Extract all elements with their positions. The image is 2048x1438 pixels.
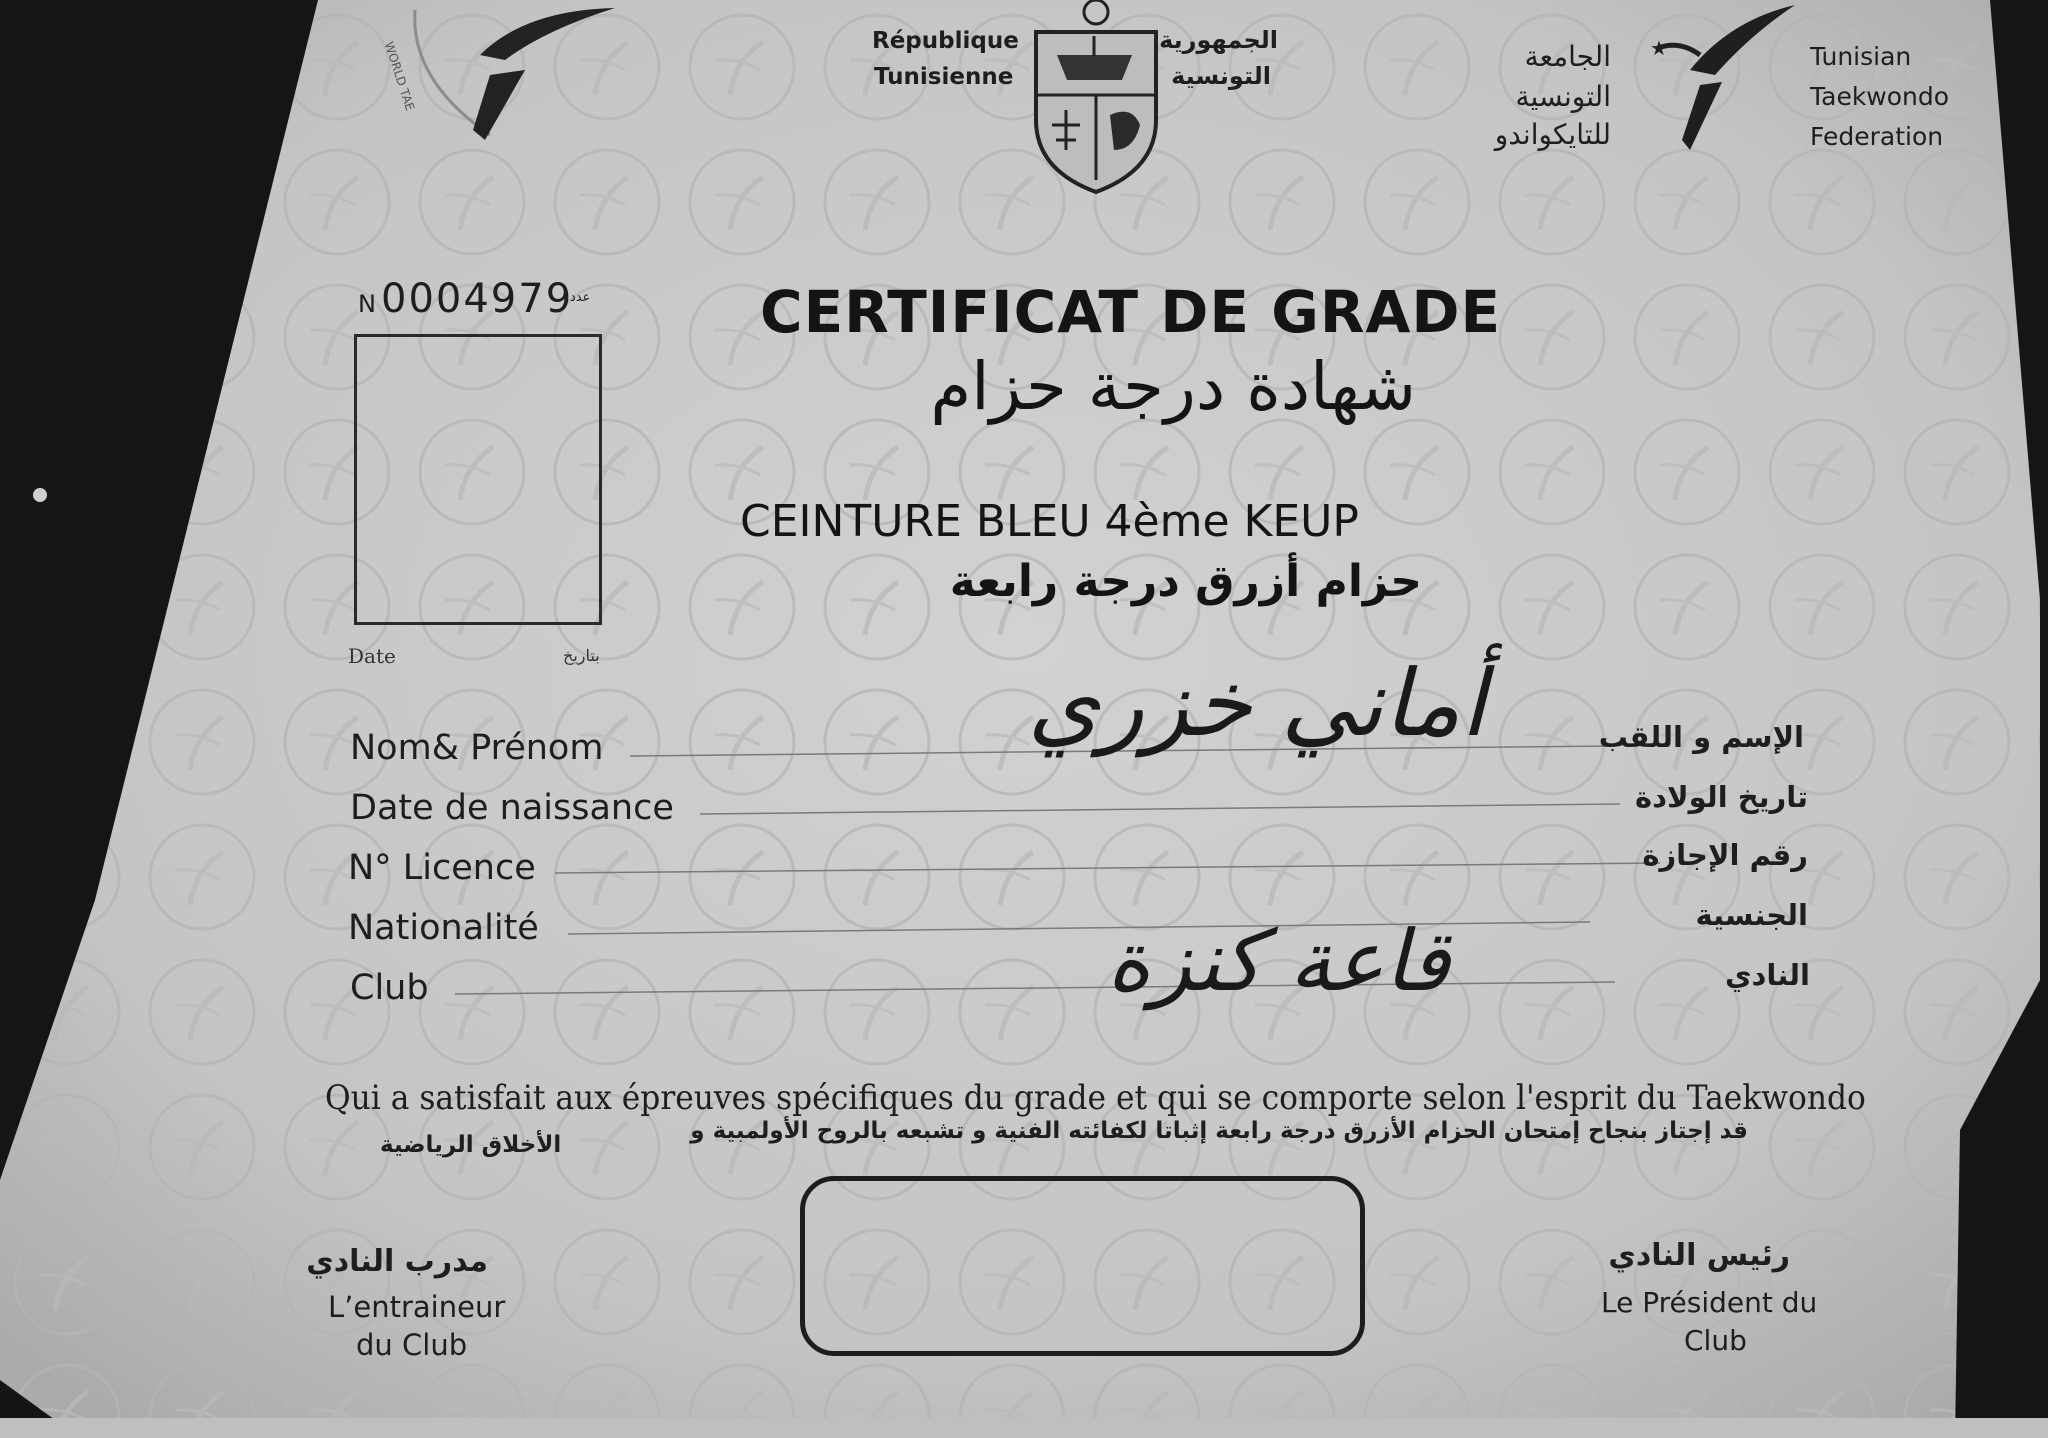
field-value-name: أماني خزري	[1027, 650, 1486, 757]
certificate-title-ar: شهادة درجة حزام	[930, 348, 1416, 425]
statement-fr: Qui a satisfait aux épreuves spécifiques du grade et qui se comporte selon l'esprit du Taekwondo	[325, 1078, 1866, 1118]
signature-left-ar: مدرب النادي	[306, 1244, 488, 1279]
field-value-club: قاعة كنزة	[1106, 912, 1450, 1010]
signature-right-fr-line1: Le Président du	[1601, 1286, 1818, 1319]
field-label-birthdate-ar: تاريخ الولادة	[1635, 780, 1808, 814]
republic-ar-line1: الجمهورية	[1159, 26, 1278, 54]
signature-right-fr-line2: Club	[1684, 1324, 1747, 1357]
svg-text:★: ★	[1650, 36, 1668, 60]
photo-date-label-fr: Date	[348, 644, 396, 668]
republic-fr-line2: Tunisienne	[874, 64, 1014, 90]
federation-ar-line2: التونسية	[1515, 80, 1611, 113]
republic-ar-line2: التونسية	[1171, 62, 1271, 90]
federation-ar-line3: للتايكواندو	[1494, 118, 1611, 151]
statement-ar-line1: قد إجتاز بنجاح إمتحان الحزام الأزرق درجة رابعة إثباتا لكفائته الفنية و تشبعه بالروح الأولمبية و	[690, 1118, 1748, 1144]
field-label-nationality-fr: Nationalité	[348, 908, 539, 948]
field-label-name-fr: Nom& Prénom	[350, 728, 604, 768]
world-taekwondo-logo-text: WORLD TAE	[381, 40, 418, 113]
federation-en-line3: Federation	[1810, 122, 1944, 151]
field-label-licence-ar: رقم الإجازة	[1642, 838, 1808, 872]
field-label-birthdate-fr: Date de naissance	[350, 788, 674, 828]
field-label-club-ar: النادي	[1724, 958, 1810, 992]
field-label-club-fr: Club	[350, 968, 429, 1008]
statement-ar-line2: الأخلاق الرياضية	[380, 1132, 562, 1158]
certificate-number-label-ar: عدد	[570, 290, 591, 305]
federation-en-line2: Taekwondo	[1810, 82, 1950, 111]
photo-date-label-ar: بتاريخ	[563, 646, 600, 665]
stamp-box	[800, 1176, 1365, 1356]
grade-title-ar: حزام أزرق درجة رابعة	[949, 556, 1422, 607]
certificate-number: 0004979	[381, 276, 574, 322]
grade-title-fr: CEINTURE BLEU 4ème KEUP	[740, 496, 1359, 547]
certificate-title-fr: CERTIFICAT DE GRADE	[760, 278, 1502, 346]
federation-en-line1: Tunisian	[1810, 42, 1912, 71]
signature-right-ar: رئيس النادي	[1608, 1238, 1790, 1273]
federation-ar-line1: الجامعة	[1524, 40, 1611, 73]
signature-left-fr-line1: L’entraineur	[328, 1290, 506, 1324]
signature-left-fr-line2: du Club	[356, 1328, 468, 1362]
republic-fr-line1: République	[872, 28, 1019, 54]
field-label-nationality-ar: الجنسية	[1695, 898, 1808, 932]
certificate-number-prefix: N	[358, 290, 376, 318]
field-label-licence-fr: N° Licence	[348, 848, 536, 888]
field-label-name-ar: الإسم و اللقب	[1598, 720, 1804, 754]
